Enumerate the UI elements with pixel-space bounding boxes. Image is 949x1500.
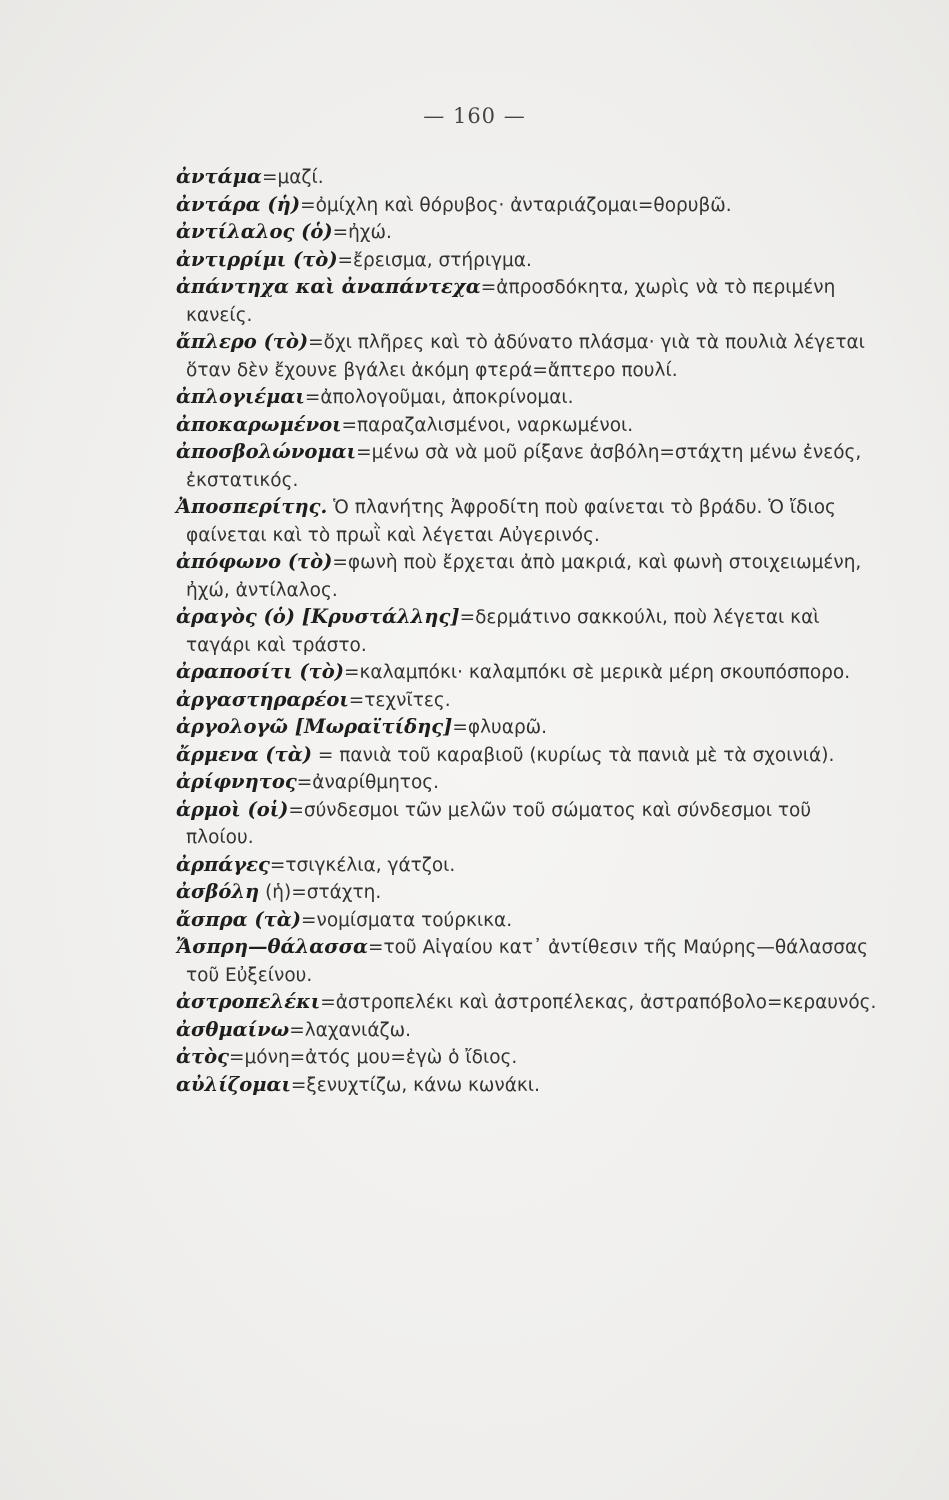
glossary-entry [138, 274, 881, 329]
glossary-entry [138, 1072, 881, 1100]
glossary-entry [138, 192, 881, 220]
glossary-entry [138, 549, 881, 604]
entry-definition: =ἀπροσδόκητα, χωρὶς νὰ τὸ περιμένη κανείς. [186, 277, 836, 326]
entry-headword: ἀποσβολώνομαι [176, 440, 357, 463]
entry-headword: ἄρμενα (τὰ) [176, 742, 313, 766]
glossary-entry [138, 1017, 881, 1045]
entry-definition: =ἠχώ. [332, 222, 392, 243]
glossary-entry [138, 219, 881, 247]
glossary-entry [138, 769, 881, 797]
entry-definition: =παραζαλισμένοι, ναρκωμένοι. [341, 414, 634, 436]
entry-headword: ἀποκαρωμένοι [176, 412, 342, 436]
entry-definition: =ἀστροπελέκι καὶ ἀστροπέλεκας, ἀστραπόβολο=κεραυνός. [320, 992, 877, 1013]
entry-headword: Ἀποσπερίτης. [176, 495, 328, 518]
entry-headword: ἀπόφωνο (τὸ) [176, 550, 333, 573]
entry-definition: =νομίσματα τούρκικα. [301, 909, 513, 931]
glossary-entry [138, 879, 881, 907]
glossary-entry [138, 412, 881, 440]
glossary-entries [176, 164, 881, 1099]
entry-definition: =ἀπολογοῦμαι, ἀποκρίνομαι. [304, 387, 574, 408]
entry-definition: =φωνὴ ποὺ ἔρχεται ἀπὸ μακριά, καὶ φωνὴ στοιχειωμένη, ἠχώ, ἀντίλαλος. [186, 552, 862, 601]
glossary-entry [138, 494, 881, 549]
glossary-entry [138, 989, 881, 1017]
entry-definition: =ξενυχτίζω, κάνω κωνάκι. [290, 1074, 540, 1096]
entry-headword: ἀσβόλη [176, 880, 260, 903]
entry-headword: αὐλίζομαι [176, 1072, 291, 1096]
entry-definition: =λαχανιάζω. [289, 1019, 411, 1041]
entry-definition: =τοῦ Αἰγαίου κατ᾿ ἀντίθεσιν τῆς Μαύρης—θάλασσας τοῦ Εὐξείνου. [186, 937, 868, 986]
entry-headword: ἀστροπελέκι [176, 990, 321, 1013]
glossary-entry [138, 439, 881, 494]
entry-headword: ἀπλογιέμαι [176, 385, 305, 408]
glossary-entry [138, 329, 881, 384]
entry-headword: Ἄσπρη—θάλασσα [176, 935, 368, 958]
entry-definition: = πανιὰ τοῦ καραβιοῦ (κυρίως τὰ πανιὰ μὲ τὰ σχοινιά). [312, 744, 835, 766]
entry-definition: =μόνη=ἀτός μου=ἐγὼ ὁ ἴδιος. [229, 1047, 518, 1068]
entry-headword: ἄσπρα (τὰ) [176, 907, 301, 931]
entry-headword: ἀργολογῶ [Μωραϊτίδης] [176, 715, 453, 738]
entry-definition: =ἀναρίθμητος. [296, 772, 440, 793]
glossary-entry [138, 934, 881, 989]
glossary-entry [138, 687, 881, 715]
entry-definition: Ὁ πλανήτης Ἀφροδίτη ποὺ φαίνεται τὸ βράδυ. Ὁ ἴδιος φαίνεται καὶ τὸ πρωῒ καὶ λέγεται Αὐγερινός. [186, 497, 836, 546]
entry-definition: =φλυαρῶ. [452, 717, 548, 738]
glossary-entry [138, 797, 881, 852]
entry-headword: ἀργαστηραρέοι [176, 687, 349, 711]
entry-definition: =μένω σὰ νὰ μοῦ ρίξανε ἀσβόλη=στάχτη μένω ἐνεός, ἐκστατικός. [186, 442, 862, 491]
glossary-entry [138, 604, 881, 659]
glossary-entry [138, 1044, 881, 1072]
entry-definition: =ἔρεισμα, στήριγμα. [337, 249, 532, 271]
entry-definition: =τεχνῖτες. [348, 689, 451, 711]
entry-definition: =καλαμπόκι· καλαμπόκι σὲ μερικὰ μέρη σκουπόσπορο. [344, 662, 851, 683]
entry-definition: =τσιγκέλια, γάτζοι. [269, 854, 456, 876]
entry-headword: ἀραποσίτι (τὸ) [176, 660, 344, 683]
entry-definition: =σύνδεσμοι τῶν μελῶν τοῦ σώματος καὶ σύνδεσμοι τοῦ πλοίου. [186, 799, 812, 848]
glossary-entry [138, 384, 881, 412]
entry-headword: ἄπλερο (τὸ) [176, 330, 309, 353]
entry-headword: ἀπάντηχα καὶ ἀναπάντεχα [176, 275, 481, 298]
glossary-entry [138, 714, 881, 742]
entry-headword: ἀντάρα (ἡ) [176, 192, 301, 216]
entry-definition: (ἡ)=στάχτη. [259, 882, 382, 903]
page-number: — 160 — [423, 104, 526, 128]
glossary-entry [138, 164, 881, 192]
entry-headword: ἀντάμα [176, 165, 262, 188]
entry-headword: ἀρίφνητος [176, 770, 297, 793]
entry-definition: =μαζί. [261, 167, 324, 188]
entry-definition: =ὄχι πλῆρες καὶ τὸ ἀδύνατο πλάσμα· γιὰ τὰ πουλιὰ λέγεται ὅταν δὲν ἔχουνε βγάλει ἀκόμη φτερά=ἄπτερο πουλί. [186, 332, 865, 381]
entry-headword: ἀρπάγες [176, 852, 270, 876]
glossary-entry [138, 742, 881, 770]
entry-headword: ἀτὸς [176, 1045, 230, 1068]
entry-headword: ἀραγὸς (ὁ) [Κρυστάλλης] [176, 605, 460, 628]
entry-definition: =ὀμίχλη καὶ θόρυβος· ἀνταριάζομαι=θορυβῶ. [300, 194, 732, 216]
entry-headword: ἁρμοὶ (οἱ) [176, 797, 289, 821]
glossary-entry [138, 659, 881, 687]
glossary-entry [138, 852, 881, 880]
glossary-entry [138, 907, 881, 935]
entry-headword: ἀντιρρίμι (τὸ) [176, 247, 338, 271]
entry-headword: ἀντίλαλος (ὁ) [176, 220, 333, 243]
entry-definition: =δερμάτινο σακκούλι, ποὺ λέγεται καὶ ταγάρι καὶ τράστο. [186, 607, 820, 656]
entry-headword: ἀσθμαίνω [176, 1017, 290, 1041]
glossary-entry [138, 247, 881, 275]
